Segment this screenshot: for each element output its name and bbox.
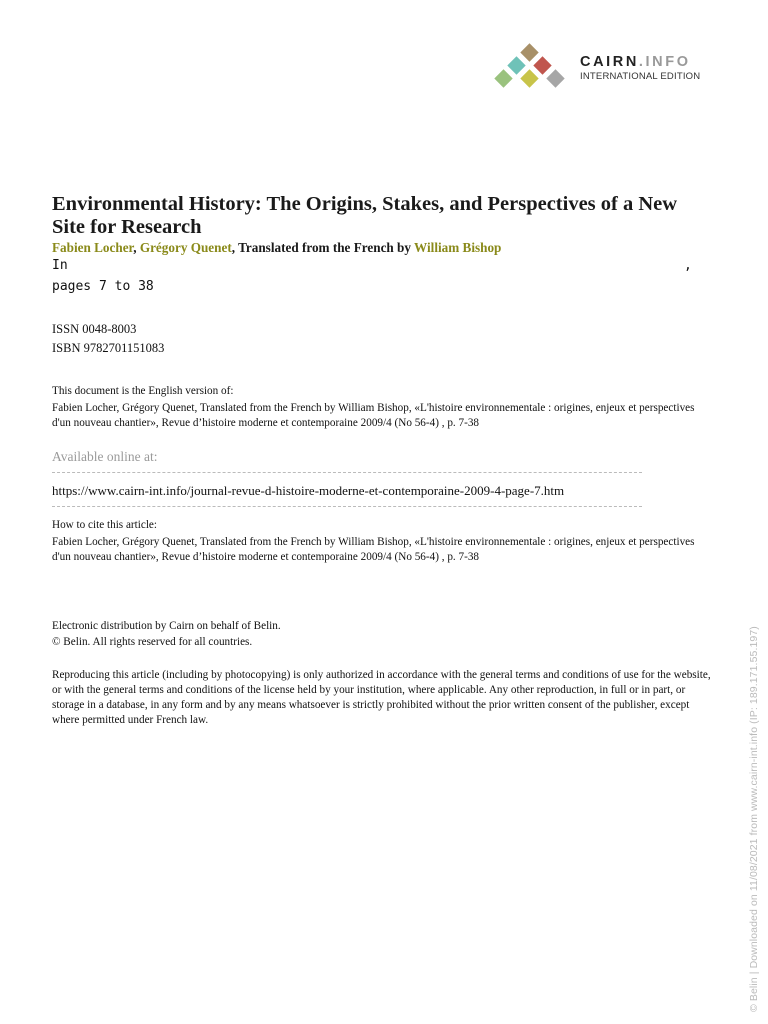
rights-notice: © Belin. All rights reserved for all countries. — [52, 636, 253, 648]
logo-tile-icon — [533, 56, 551, 74]
logo-wordmark — [580, 54, 691, 70]
in-label: In — [52, 258, 68, 273]
issn: ISSN 0048-8003 — [52, 322, 137, 336]
article-url-link[interactable]: https://www.cairn-int.info/journal-revue-d-histoire-moderne-et-contemporaine-2009-4-page-7.htm — [52, 483, 565, 498]
divider — [52, 506, 642, 507]
logo-wordmark-suffix: .INFO — [638, 54, 691, 70]
translated-by-text: , Translated from the French by — [231, 240, 415, 255]
author-line — [52, 240, 501, 256]
divider — [52, 472, 642, 473]
reproduction-notice: Reproducing this article (including by photocopying) is only authorized in accordance with the general terms and conditions of use for the website, or with the general terms and conditions of the license held by your institution, where applicable. Any other reproduction, in full or in part, or storage in a database, in any form and by any means whatsoever is strictly prohibited without the prior written consent of the publisher, except where permitted under French law. — [52, 669, 711, 726]
distribution-notice: Electronic distribution by Cairn on behalf of Belin. — [52, 620, 281, 632]
author-link-quenet[interactable]: Grégory Quenet — [139, 240, 232, 255]
logo-tile-icon — [494, 69, 512, 87]
cairn-logo[interactable] — [486, 42, 726, 94]
download-watermark: © Belin | Downloaded on 11/08/2021 from www.cairn-int.info (IP: 189.171.55.197) — [748, 626, 760, 1012]
author-separator: , — [133, 240, 140, 255]
page-range: pages 7 to 38 — [52, 279, 154, 294]
logo-tile-icon — [507, 56, 525, 74]
citation-reference: Fabien Locher, Grégory Quenet, Translated from the French by William Bishop, «L'histoire environnementale : origines, enjeux et perspectives d'un nouveau chantier», Revue d’histoire moderne et contemporaine 2009/4 (No 56-4) , p. 7-38 — [52, 536, 695, 563]
logo-tile-icon — [520, 43, 538, 61]
in-comma: , — [684, 258, 692, 273]
logo-edition: INTERNATIONAL EDITION — [580, 71, 701, 82]
logo-tile-icon — [520, 69, 538, 87]
author-link-locher[interactable]: Fabien Locher — [52, 240, 134, 255]
isbn: ISBN 9782701151083 — [52, 341, 165, 355]
english-version-reference: Fabien Locher, Grégory Quenet, Translated from the French by William Bishop, «L'histoire environnementale : origines, enjeux et perspectives d'un nouveau chantier», Revue d’histoire moderne et contemporaine 2009/4 (No 56-4) , p. 7-38 — [52, 402, 695, 429]
how-to-cite-label: How to cite this article: — [52, 519, 158, 531]
article-title: Environmental History: The Origins, Stakes, and Perspectives of a New Site for Research — [52, 193, 678, 238]
logo-tile-icon — [546, 69, 564, 87]
translator-link-bishop[interactable]: William Bishop — [414, 240, 502, 255]
logo-wordmark-main: CAIRN — [580, 54, 639, 70]
available-online-label: Available online at: — [52, 449, 158, 464]
english-version-label: This document is the English version of: — [52, 385, 234, 397]
